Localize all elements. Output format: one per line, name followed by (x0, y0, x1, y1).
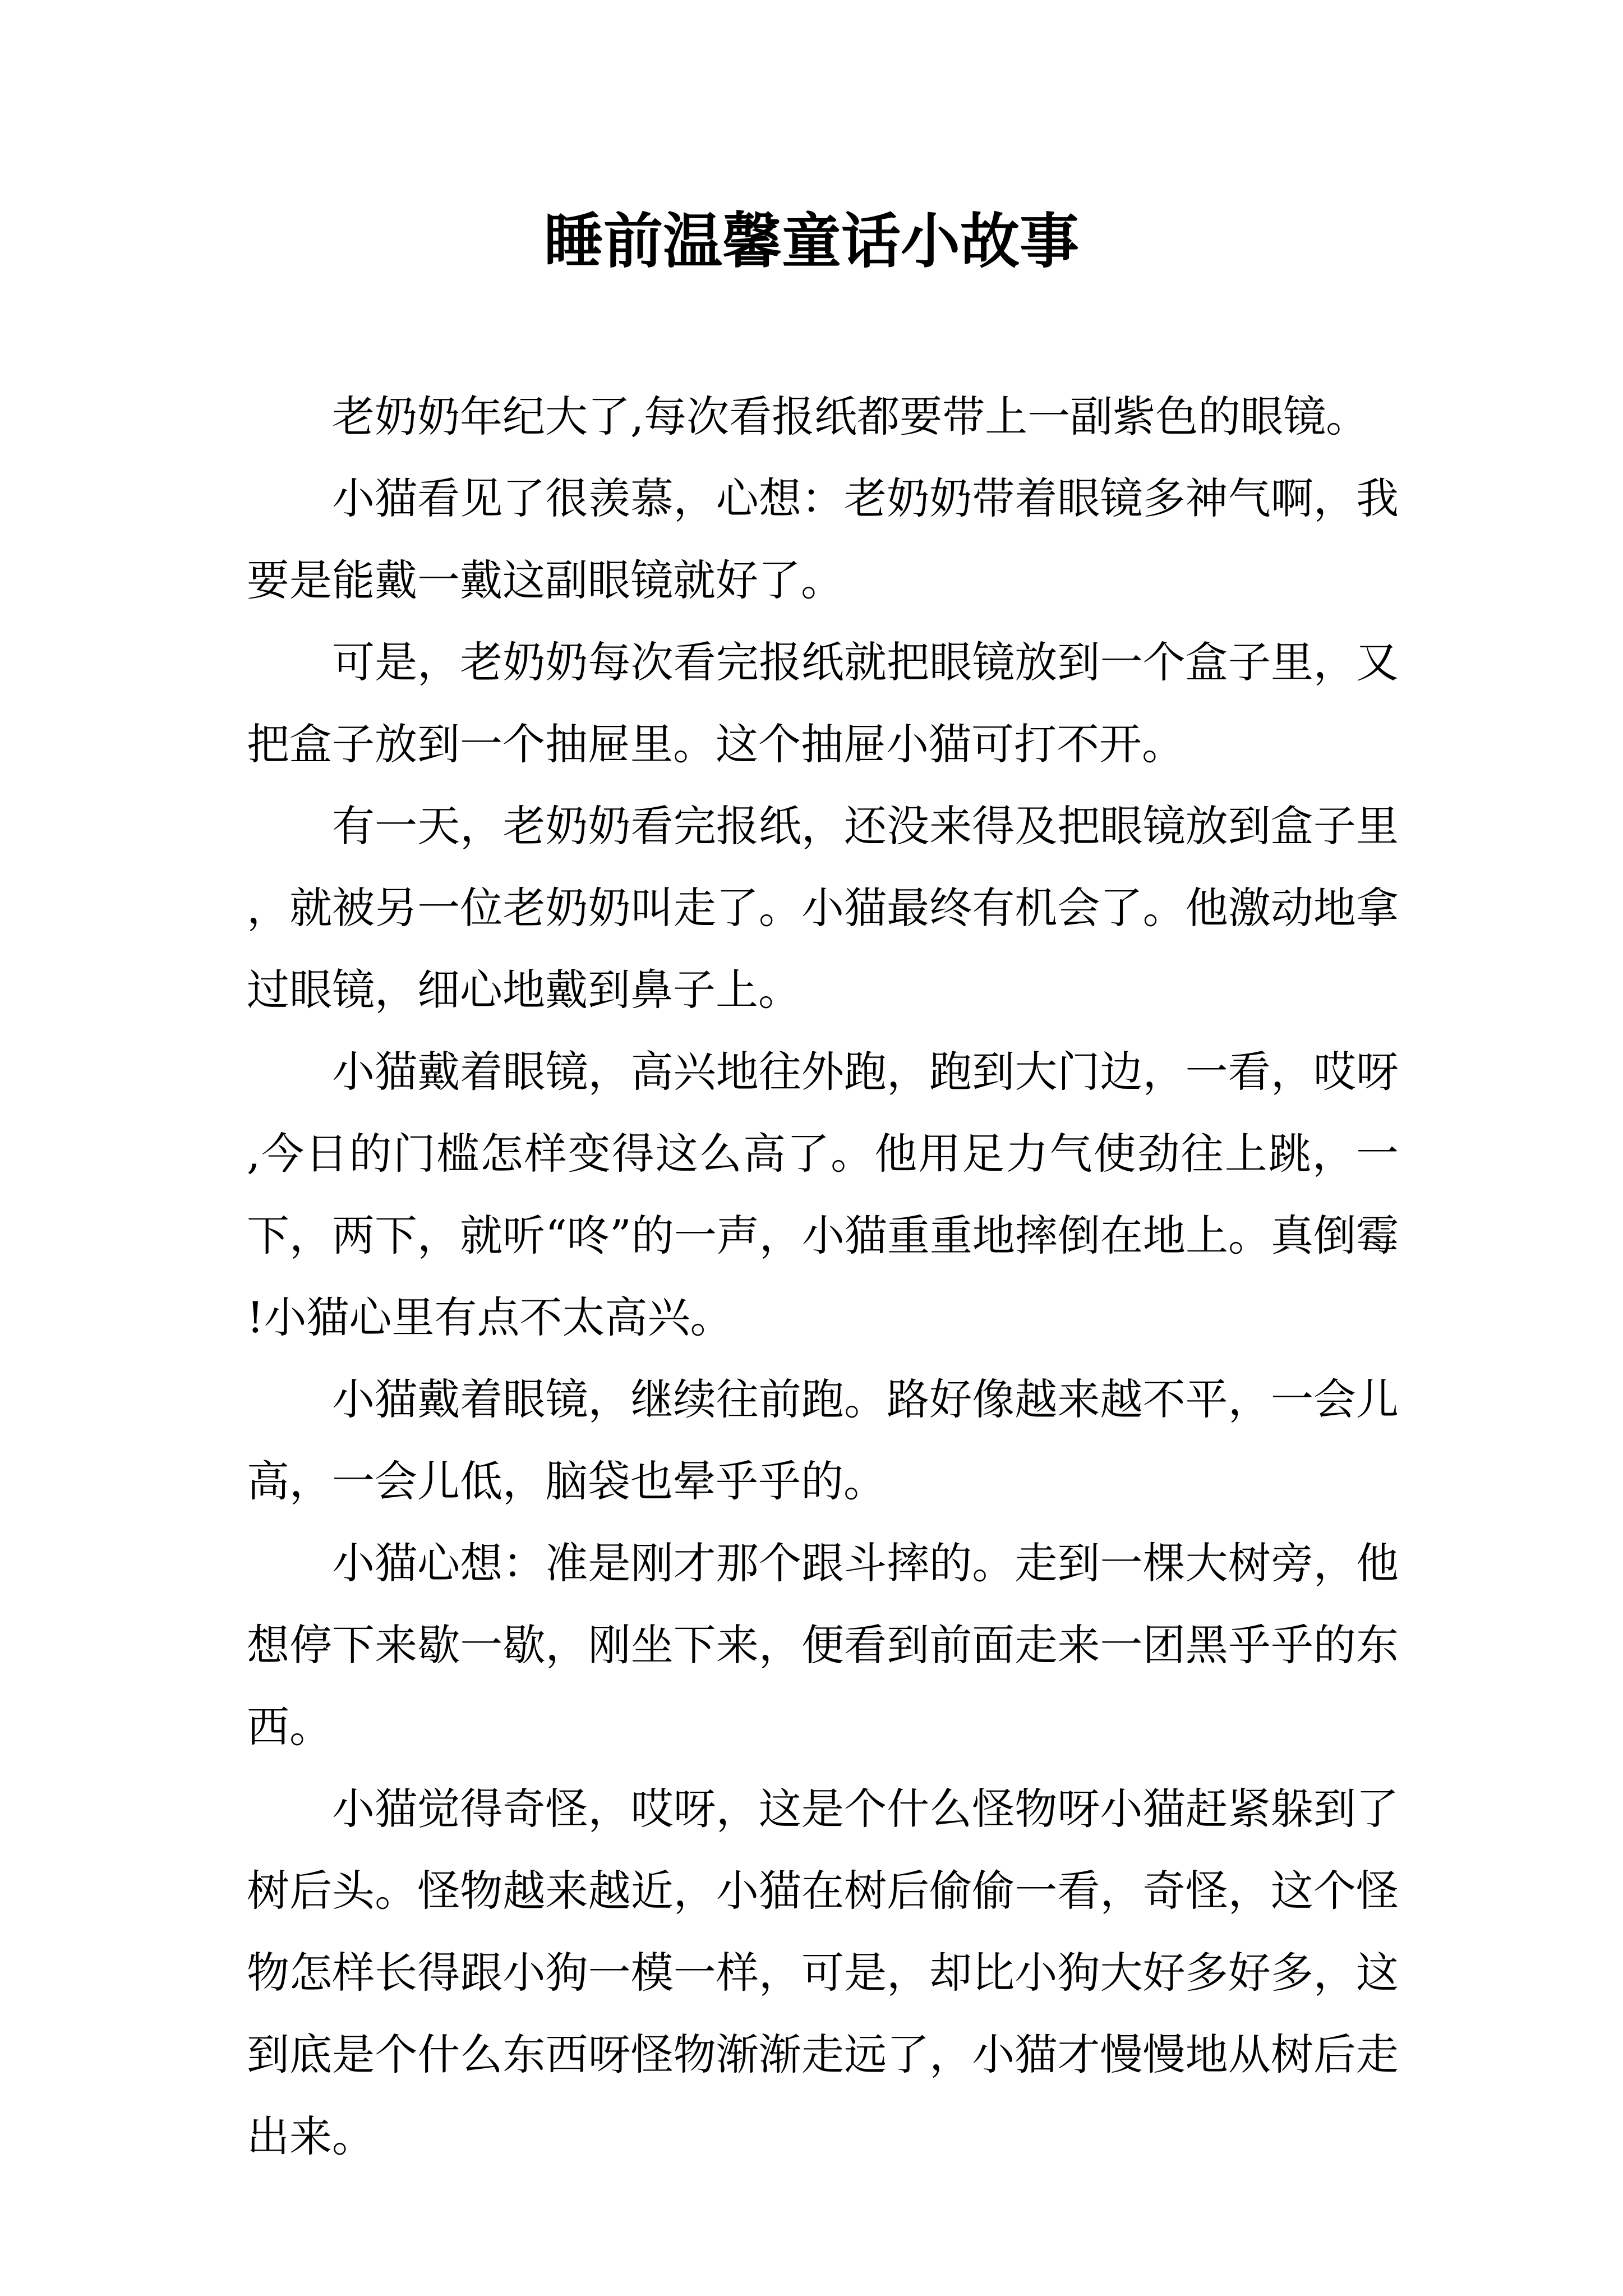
paragraph: 小猫戴着眼镜，高兴地往外跑，跑到大门边，一看，哎呀,今日的门槛怎样变得这么高了。他用足力气使劲往上跳，一下，两下，就听“咚”的一声，小猫重重地摔倒在地上。真倒霉!小猫心里有点不太高兴。 (247, 1047, 1399, 1342)
paragraph: 小猫看见了很羡慕，心想：老奶奶带着眼镜多神气啊，我要是能戴一戴这副眼镜就好了。 (247, 473, 1399, 605)
paragraph: 老奶奶年纪大了,每次看报纸都要带上一副紫色的眼镜。 (332, 392, 1369, 441)
paragraph: 小猫戴着眼镜，继续往前跑。路好像越来越不平，一会儿高，一会儿低，脑袋也晕乎乎的。 (247, 1374, 1399, 1506)
paragraph: 小猫心想：准是刚才那个跟斗摔的。走到一棵大树旁，他想停下来歇一歇，刚坐下来，便看到前面走来一团黑乎乎的东西。 (247, 1538, 1399, 1752)
paragraph: 可是，老奶奶每次看完报纸就把眼镜放到一个盒子里，又把盒子放到一个抽屉里。这个抽屉小猫可打不开。 (247, 637, 1399, 769)
paragraph: 小猫觉得奇怪，哎呀，这是个什么怪物呀小猫赶紧躲到了树后头。怪物越来越近，小猫在树后偷偷一看，奇怪，这个怪物怎样长得跟小狗一模一样，可是，却比小狗大好多好多，这到底是个什么东西呀怪物渐渐走远了，小猫才慢慢地从树后走出来。 (247, 1784, 1399, 2161)
paragraph: 有一天，老奶奶看完报纸，还没来得及把眼镜放到盒子里，就被另一位老奶奶叫走了。小猫最终有机会了。他激动地拿过眼镜，细心地戴到鼻子上。 (247, 801, 1399, 1015)
document-title: 睡前温馨童话小故事 (544, 206, 1079, 276)
document-body (247, 376, 1399, 2178)
